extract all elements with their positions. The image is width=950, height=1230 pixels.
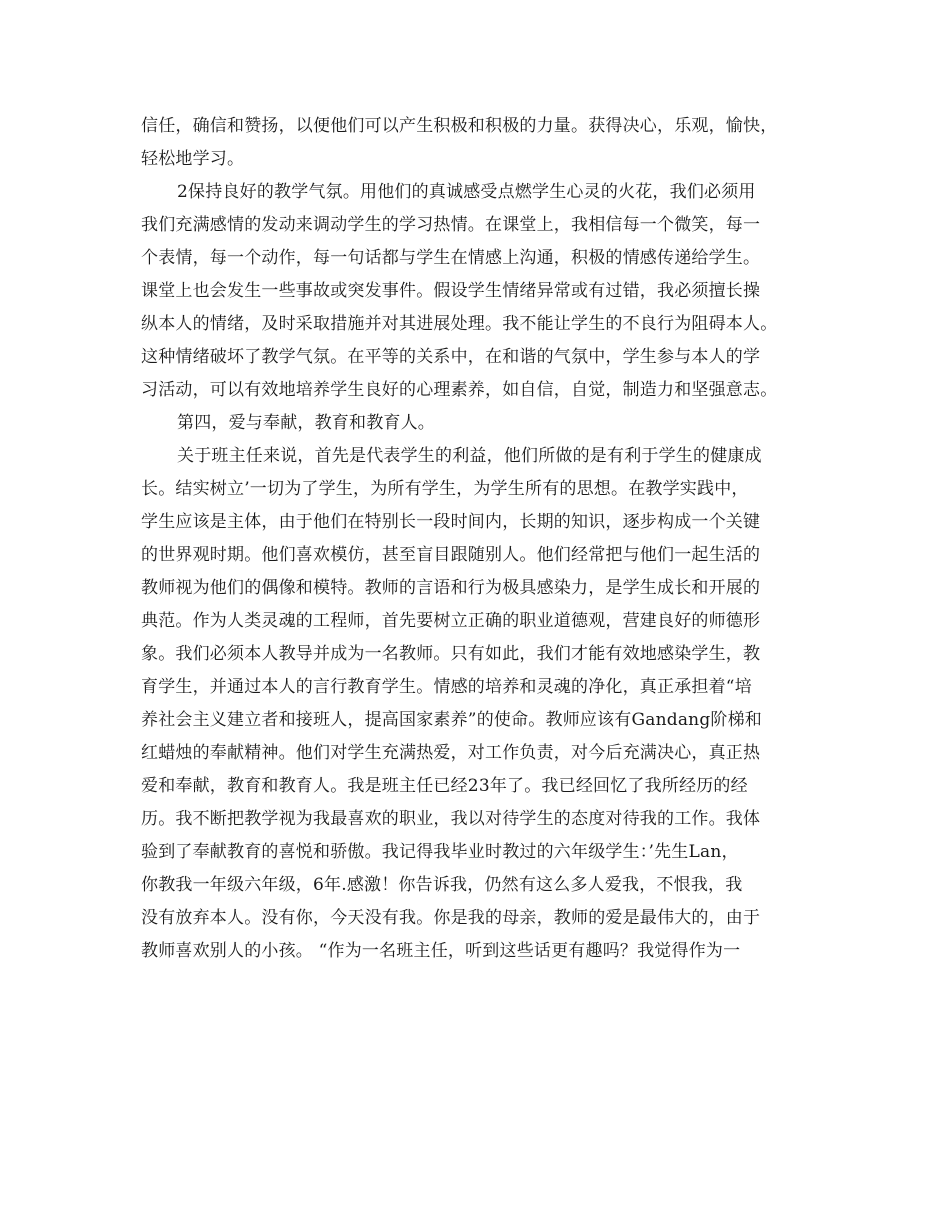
text-line: 第四，爱与奉献，教育和教育人。	[177, 413, 435, 433]
text-line: 象。我们必须本人教导并成为一名教师。只有如此，我们才能有效地感染学生，教	[141, 644, 761, 664]
text-line: 育学生，并通过本人的言行教育学生。情感的培养和灵魂的净化，真正承担着“培	[141, 677, 752, 697]
text-line: 教师视为他们的偶像和模特。教师的言语和行为极具感染力，是学生成长和开展的	[141, 578, 761, 598]
text-line: 关于班主任来说，首先是代表学生的利益，他们所做的是有利于学生的健康成	[177, 446, 762, 466]
text-line: 我们充满感情的发动来调动学生的学习热情。在课堂上，我相信每一个微笑，每一	[141, 215, 761, 235]
text-line: 纵本人的情绪，及时采取措施并对其进展处理。我不能让学生的不良行为阻碍本人。	[141, 314, 778, 334]
text-line: 信任，确信和赞扬，以便他们可以产生积极和积极的力量。获得决心，乐观，愉快，	[141, 116, 778, 136]
text-line: 学生应该是主体，由于他们在特别长一段时间内，长期的知识，逐步构成一个关键	[141, 512, 761, 532]
text-line: 你教我一年级六年级，6年.感激！你告诉我，仍然有这么多人爱我，不恨我，我	[141, 875, 743, 895]
text-line: 没有放弃本人。没有你，今天没有我。你是我的母亲，教师的爱是最伟大的，由于	[141, 908, 761, 928]
text-line: 习活动，可以有效地培养学生良好的心理素养，如自信，自觉，制造力和坚强意志。	[141, 380, 778, 400]
text-line: 爱和奉献，教育和教育人。我是班主任已经23年了。我已经回忆了我所经历的经	[141, 776, 748, 796]
body-text	[141, 110, 831, 968]
text-line: 长。结实树立’一切为了学生，为所有学生，为学生所有的思想。在教学实践中，	[141, 479, 749, 499]
text-line: 教师喜欢别人的小孩。 “作为一名班主任，听到这些话更有趣吗？我觉得作为一	[141, 941, 741, 961]
text-line: 红蜡烛的奉献精神。他们对学生充满热爱，对工作负责，对今后充满决心，真正热	[141, 743, 761, 763]
text-line: 轻松地学习。	[141, 149, 245, 169]
text-line: 个表情，每一个动作，每一句话都与学生在情感上沟通，积极的情感传递给学生。	[141, 248, 761, 268]
text-line: 典范。作为人类灵魂的工程师，首先要树立正确的职业道德观，营建良好的师德形	[141, 611, 761, 631]
text-line: 历。我不断把教学视为我最喜欢的职业，我以对待学生的态度对待我的工作。我体	[141, 809, 761, 829]
text-line: 课堂上也会发生一些事故或突发事件。假设学生情绪异常或有过错，我必须擅长操	[141, 281, 761, 301]
text-line: 2保持良好的教学气氛。用他们的真诚感受点燃学生心灵的火花，我们必须用	[177, 182, 756, 202]
text-line: 的世界观时期。他们喜欢模仿，甚至盲目跟随别人。他们经常把与他们一起生活的	[141, 545, 761, 565]
text-line: 这种情绪破坏了教学气氛。在平等的关系中，在和谐的气氛中，学生参与本人的学	[141, 347, 761, 367]
text-line: 验到了奉献教育的喜悦和骄傲。我记得我毕业时教过的六年级学生：’先生Lan，	[141, 842, 739, 862]
text-line: 养社会主义建立者和接班人，提高国家素养”的使命。教师应该有Gandang阶梯和	[141, 710, 763, 730]
